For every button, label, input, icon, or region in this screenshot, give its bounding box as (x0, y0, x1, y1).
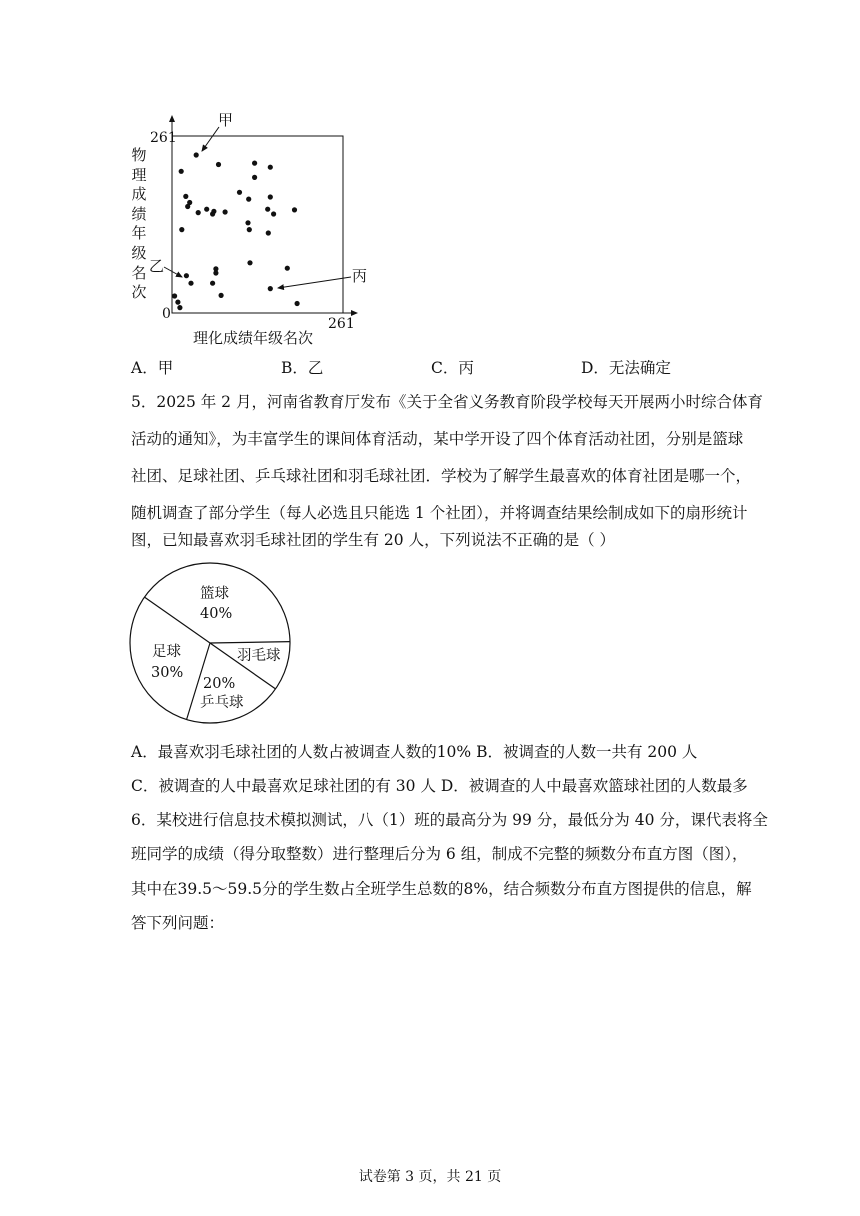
scatter-point (246, 197, 251, 202)
scatter-point (204, 207, 209, 212)
pie-label-football: 足球 (152, 644, 181, 660)
scatter-point (245, 220, 250, 225)
yi-label: 乙 (149, 257, 165, 275)
scatter-point (252, 161, 257, 166)
scatter-point (188, 281, 193, 286)
y-label-char: 成 (131, 185, 147, 204)
x-max-tick-label: 261 (328, 316, 355, 332)
q6-line: 其中在39.5～59.5分的学生数占全班学生总数的8%，结合频数分布直方图提供的信息，解 (131, 880, 752, 898)
q5-line: 活动的通知》，为丰富学生的课间体育活动，某中学开设了四个体育活动社团，分别是篮球 (131, 430, 744, 448)
scatter-point (247, 227, 252, 232)
scatter-point (271, 211, 276, 216)
q5-options-line: A．最喜欢羽毛球社团的人数占被调查人数的10% B．被调查的人数一共有 200 人 (131, 743, 698, 761)
scatter-point (172, 293, 177, 298)
scatter-point (213, 270, 218, 275)
scatter-point (247, 260, 252, 265)
scatter-point (237, 190, 242, 195)
scatter-point (268, 165, 273, 170)
y-max-tick-label: 261 (150, 130, 177, 146)
y-label-char: 级 (131, 243, 147, 262)
scatter-point (194, 152, 199, 157)
scatter-point (295, 301, 300, 306)
scatter-point (219, 293, 224, 298)
scatter-point (196, 210, 201, 215)
scatter-frame (172, 136, 343, 313)
bing-arrow (278, 277, 351, 288)
pie-pct-basketball: 40% (200, 606, 233, 622)
scatter-points (172, 152, 300, 310)
scatter-point (175, 300, 180, 305)
q5-options-line: C．被调查的人中最喜欢足球社团的有 30 人 D．被调查的人中最喜欢篮球社团的人数最多 (131, 777, 748, 795)
scatter-point (252, 175, 257, 180)
scatter-point (285, 266, 290, 271)
origin-label: 0 (162, 306, 171, 322)
pie-pct-football: 30% (151, 665, 184, 681)
q5-line: 社团、足球社团、乒乓球社团和羽毛球社团．学校为了解学生最喜欢的体育社团是哪一个， (131, 467, 752, 485)
scatter-point (210, 211, 215, 216)
q4-option-a: A．甲 (131, 359, 174, 377)
y-label-char: 绩 (131, 204, 147, 223)
scatter-point (268, 286, 273, 291)
y-label-char: 名 (131, 263, 147, 282)
pie-chart (125, 558, 300, 728)
scatter-point (210, 281, 215, 286)
scatter-point (185, 204, 190, 209)
scatter-point (179, 227, 184, 232)
q6-line: 班同学的成绩（得分取整数）进行整理后分为 6 组，制成不完整的频数分布直方图（图）， (131, 845, 748, 863)
q5-line: 5．2025 年 2 月，河南省教育厅发布《关于全省义务教育阶段学校每天开展两小时综合体育 (131, 393, 763, 411)
scatter-point (292, 207, 297, 212)
q5-line: 随机调查了部分学生（每人必选且只能选 1 个社团），并将调查结果绘制成如下的扇形统计 (131, 504, 748, 522)
q6-line: 6．某校进行信息技术模拟测试，八（1）班的最高分为 99 分，最低分为 40 分，课代表将全 (131, 811, 768, 829)
bing-label: 丙 (352, 267, 368, 285)
scatter-point (223, 209, 228, 214)
pie-label-pingpong: 乒乓球 (200, 695, 244, 711)
jia-arrow (202, 127, 219, 151)
y-label-char: 次 (131, 283, 147, 302)
q4-option-c: C．丙 (431, 359, 474, 377)
y-label-char: 理 (131, 165, 147, 184)
pie-label-badminton: 羽毛球 (237, 648, 281, 664)
scatter-point (184, 273, 189, 278)
jia-label: 甲 (218, 111, 234, 129)
scatter-x-axis-label: 理化成绩年级名次 (193, 329, 314, 345)
scatter-point (265, 207, 270, 212)
scatter-point (268, 194, 273, 199)
y-label-char: 物 (131, 146, 147, 164)
pie-pct-pingpong: 20% (203, 676, 236, 692)
scatter-point (179, 169, 184, 174)
scatter-chart (140, 105, 380, 345)
q5-line: 图，已知最喜欢羽毛球社团的学生有 20 人，下列说法不正确的是（ ） (131, 531, 616, 549)
scatter-point (216, 162, 221, 167)
yi-arrow (164, 267, 182, 277)
scatter-point (266, 230, 271, 235)
scatter-point (183, 194, 188, 199)
scatter-point (177, 305, 182, 310)
q6-line: 答下列问题： (131, 914, 225, 932)
page-footer: 试卷第 3 页，共 21 页 (358, 1169, 502, 1185)
y-label-char: 年 (131, 224, 147, 243)
q4-option-b: B．乙 (281, 359, 324, 377)
q4-option-d: D．无法确定 (581, 359, 671, 377)
pie-label-basketball: 篮球 (200, 586, 229, 602)
